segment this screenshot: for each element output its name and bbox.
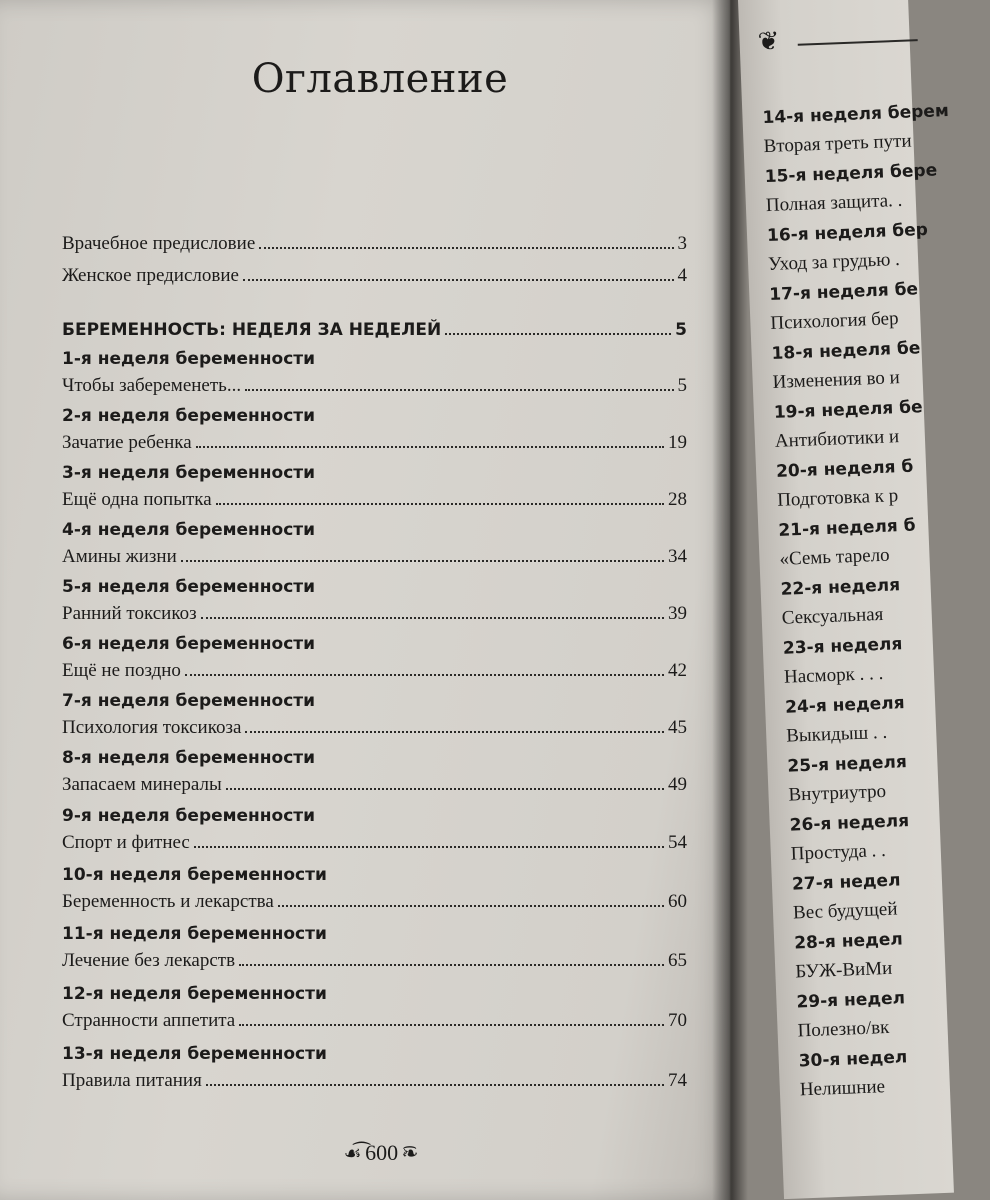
week-heading: 23-я неделя xyxy=(782,634,903,659)
week-heading: 22-я неделя xyxy=(780,575,901,600)
toc-entry[interactable] xyxy=(62,659,687,683)
toc-entry-label: Правила питания xyxy=(62,1070,202,1091)
header-rule xyxy=(798,39,918,46)
dot-leader xyxy=(245,389,673,391)
dot-leader xyxy=(445,333,671,335)
section-page: 5 xyxy=(675,320,687,340)
toc-entry-label[interactable]: Сексуальная xyxy=(781,603,884,629)
toc-entry-label[interactable]: Уход за грудью . xyxy=(767,248,901,276)
week-heading: 8-я неделя беременности xyxy=(62,748,316,768)
toc-entry-label[interactable]: Подготовка к р xyxy=(776,485,899,511)
toc-entry-page: 5 xyxy=(677,375,687,396)
toc-entry-page: 39 xyxy=(668,603,687,624)
week-heading: 27-я недел xyxy=(791,870,901,895)
toc-entry-page: 28 xyxy=(668,489,687,510)
toc-entry-page: 65 xyxy=(668,950,687,971)
toc-entry-label[interactable]: Вес будущей xyxy=(792,898,898,924)
toc-entry[interactable] xyxy=(62,374,687,398)
toc-entry-label: Амины жизни xyxy=(62,546,177,567)
dot-leader xyxy=(201,617,664,619)
week-heading: 3-я неделя беременности xyxy=(62,463,316,483)
week-heading: 16-я неделя бер xyxy=(766,219,929,247)
toc-entry-label: Запасаем минералы xyxy=(62,774,222,795)
week-heading: 25-я неделя xyxy=(787,752,908,777)
week-heading: 17-я неделя бе xyxy=(768,279,919,306)
toc-entry-label[interactable]: Антибиотики и xyxy=(774,426,900,452)
toc-entry-label: Женское предисловие xyxy=(62,265,239,286)
toc-entry[interactable] xyxy=(62,431,687,455)
dot-leader xyxy=(216,503,664,505)
dot-leader xyxy=(206,1084,664,1086)
page-number: 600 xyxy=(365,1140,399,1165)
toc-entry[interactable] xyxy=(62,1009,687,1033)
dot-leader xyxy=(259,247,673,249)
toc-entry-label: Психология токсикоза xyxy=(62,717,242,738)
toc-entry-label: Чтобы забеременеть... xyxy=(62,375,242,396)
toc-entry[interactable] xyxy=(62,232,687,256)
toc-entry[interactable] xyxy=(62,602,687,626)
dot-leader xyxy=(226,788,664,790)
week-heading: 30-я недел xyxy=(798,1047,908,1072)
toc-entry-label: Ещё не поздно xyxy=(62,660,181,681)
toc-entry-label[interactable]: Нелишние xyxy=(799,1076,886,1101)
dot-leader xyxy=(185,674,664,676)
left-ornament-icon: ☙͡ xyxy=(343,1143,360,1165)
week-heading: 2-я неделя беременности xyxy=(62,406,316,426)
toc-entry-page: 19 xyxy=(668,432,687,453)
toc-entry-label[interactable]: Выкидыш . . xyxy=(785,721,888,747)
toc-entry[interactable] xyxy=(62,773,687,797)
week-heading: 11-я неделя беременности xyxy=(62,924,327,944)
toc-entry-label: Беременность и лекарства xyxy=(62,891,274,912)
page-footer xyxy=(0,1140,760,1166)
week-heading: 5-я неделя беременности xyxy=(62,577,316,597)
toc-entry-label[interactable]: «Семь тарело xyxy=(779,544,890,570)
toc-entry-label[interactable]: Изменения во и xyxy=(772,367,901,393)
toc-entry-label: Лечение без лекарств xyxy=(62,950,236,971)
book-gutter xyxy=(712,0,748,1200)
week-heading: 15-я неделя бере xyxy=(764,160,938,188)
week-heading: 28-я недел xyxy=(793,929,904,954)
toc-entry[interactable] xyxy=(62,264,687,288)
toc-section[interactable] xyxy=(62,319,687,341)
toc-entry-label[interactable]: Вторая треть пути xyxy=(763,130,912,158)
toc-entry-page: 3 xyxy=(677,233,687,254)
page-title: Оглавление xyxy=(251,56,509,102)
week-heading: 9-я неделя беременности xyxy=(62,806,316,826)
toc-entry-page: 4 xyxy=(677,265,687,286)
toc-entry-label[interactable]: Психология бер xyxy=(770,308,899,334)
week-heading: 21-я неделя б xyxy=(778,515,916,541)
toc-entry-page: 34 xyxy=(668,546,687,567)
toc-entry-label[interactable]: БУЖ-ВиМи xyxy=(794,957,893,983)
toc-entry-page: 45 xyxy=(668,717,687,738)
toc-entry-page: 42 xyxy=(668,660,687,681)
toc-entry[interactable] xyxy=(62,545,687,569)
toc-entry-label[interactable]: Внутриутро xyxy=(788,780,887,806)
toc-entry-label: Врачебное предисловие xyxy=(62,233,256,254)
toc-entry-label[interactable]: Насморк . . . xyxy=(783,662,884,688)
week-heading: 4-я неделя беременности xyxy=(62,520,316,540)
right-ornament-icon: ͡❧ xyxy=(403,1143,417,1165)
dot-leader xyxy=(194,846,664,848)
dot-leader xyxy=(181,560,664,562)
week-heading: 1-я неделя беременности xyxy=(62,349,316,369)
dot-leader xyxy=(245,731,664,733)
toc-entry-label: Ещё одна попытка xyxy=(62,489,212,510)
week-heading: 19-я неделя бе xyxy=(773,397,923,423)
week-heading: 12-я неделя беременности xyxy=(62,984,327,1004)
dot-leader xyxy=(239,964,664,966)
toc-entry-page: 70 xyxy=(668,1010,687,1031)
floral-ornament-icon: ❦ xyxy=(757,26,780,58)
week-heading: 7-я неделя беременности xyxy=(62,691,316,711)
toc-entry-label[interactable]: Полная защита. . xyxy=(765,189,903,217)
toc-entry-page: 49 xyxy=(668,774,687,795)
toc-entry[interactable] xyxy=(62,831,687,855)
week-heading: 29-я недел xyxy=(796,988,906,1013)
toc-entry-page: 60 xyxy=(668,891,687,912)
toc-entry[interactable] xyxy=(62,488,687,512)
week-heading: 6-я неделя беременности xyxy=(62,634,316,654)
toc-entry-label[interactable]: Простуда . . xyxy=(790,839,887,865)
dot-leader xyxy=(196,446,664,448)
toc-entry[interactable] xyxy=(62,890,687,914)
toc-entry-page: 54 xyxy=(668,832,687,853)
dot-leader xyxy=(278,905,664,907)
week-heading: 26-я неделя xyxy=(789,811,910,836)
section-label: БЕРЕМЕННОСТЬ: НЕДЕЛЯ ЗА НЕДЕЛЕЙ xyxy=(62,320,442,340)
toc-entry[interactable] xyxy=(62,1069,687,1093)
week-heading: 24-я неделя xyxy=(784,693,905,718)
week-heading: 10-я неделя беременности xyxy=(62,865,327,885)
toc-entry-page: 74 xyxy=(668,1070,687,1091)
toc-entry-label[interactable]: Полезно/вк xyxy=(797,1016,890,1042)
dot-leader xyxy=(239,1024,664,1026)
week-heading: 18-я неделя бе xyxy=(771,338,921,364)
toc-entry[interactable] xyxy=(62,716,687,740)
right-page xyxy=(738,0,954,1199)
week-heading: 14-я неделя берем xyxy=(762,100,950,129)
toc-entry-label: Странности аппетита xyxy=(62,1010,236,1031)
toc-entry-label: Спорт и фитнес xyxy=(62,832,190,853)
toc-entry[interactable] xyxy=(62,949,687,973)
dot-leader xyxy=(243,279,674,281)
week-heading: 13-я неделя беременности xyxy=(62,1044,327,1064)
toc-entry-label: Ранний токсикоз xyxy=(62,603,197,624)
week-heading: 20-я неделя б xyxy=(775,456,914,482)
toc-entry-label: Зачатие ребенка xyxy=(62,432,192,453)
